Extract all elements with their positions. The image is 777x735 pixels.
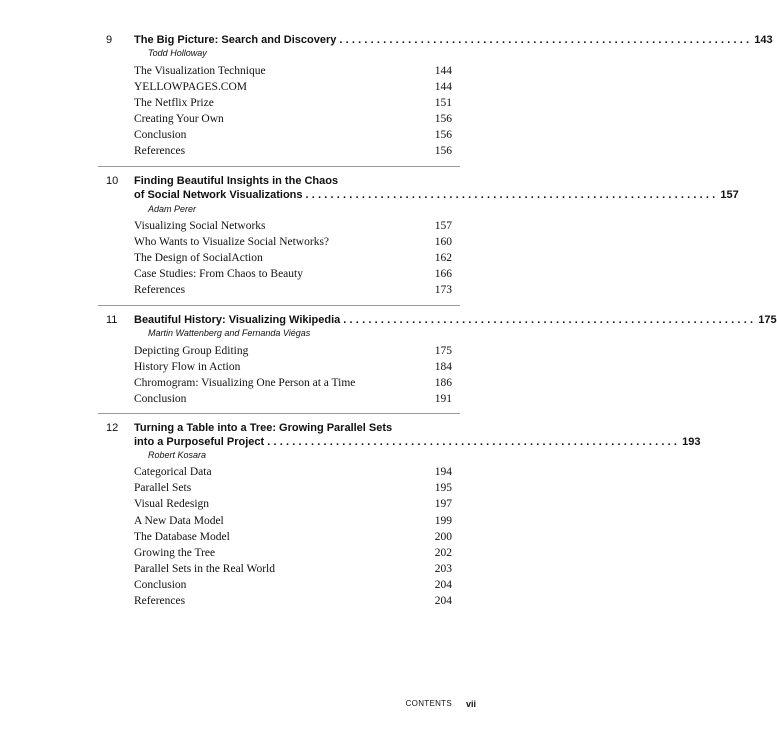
section-page: 151 [434, 97, 452, 109]
section-page: 200 [434, 531, 452, 543]
section-entry[interactable] [134, 218, 452, 234]
section-page: 195 [434, 482, 452, 494]
section-title: The Visualization Technique [134, 65, 266, 77]
section-page: 203 [434, 563, 452, 575]
section-title: References [134, 595, 186, 607]
section-page: 157 [434, 220, 452, 232]
dot-leader: .................................................................. [267, 436, 681, 448]
dot-leader: .................................................................. [305, 189, 719, 201]
chapter-title-text: Beautiful History: Visualizing Wikipedia [134, 314, 341, 326]
section-entry[interactable] [134, 127, 452, 143]
chapter-title[interactable] [134, 33, 773, 47]
chapter-title[interactable] [134, 313, 777, 327]
section-title: A New Data Model [134, 515, 224, 527]
section-title: References [134, 145, 186, 157]
dot-leader: .................................................................. [343, 314, 757, 326]
section-entry[interactable] [134, 79, 452, 95]
section-entry[interactable] [134, 577, 452, 593]
chapter-author: Martin Wattenberg and Fernanda Viégas [148, 328, 311, 338]
section-page: 191 [434, 393, 452, 405]
chapter-title-line-1[interactable] [134, 174, 452, 188]
section-page: 175 [434, 345, 452, 357]
chapter-author: Adam Perer [148, 204, 197, 214]
section-entry[interactable] [134, 593, 452, 609]
section-entry[interactable] [134, 63, 452, 79]
chapter-number: 9 [106, 34, 113, 46]
section-entry[interactable] [134, 513, 452, 529]
section-page: 166 [434, 268, 452, 280]
section-entry[interactable] [134, 282, 452, 298]
section-entry[interactable] [134, 391, 452, 407]
section-entry[interactable] [134, 143, 452, 159]
section-entry[interactable] [134, 545, 452, 561]
section-title: Depicting Group Editing [134, 345, 249, 357]
section-page: 144 [434, 81, 452, 93]
section-entry[interactable] [134, 496, 452, 512]
chapter-title[interactable] [134, 435, 701, 449]
section-title: Case Studies: From Chaos to Beauty [134, 268, 303, 280]
chapter-author: Todd Holloway [148, 48, 207, 58]
page-number: vii [465, 699, 476, 709]
section-page: 197 [434, 498, 452, 510]
section-page: 194 [434, 466, 452, 478]
section-title: The Database Model [134, 531, 230, 543]
chapter-title-text: into a Purposeful Project [134, 436, 265, 448]
chapter-number: 10 [106, 175, 119, 187]
chapter-title-text: of Social Network Visualizations [134, 189, 303, 201]
section-title: References [134, 284, 186, 296]
section-page: 184 [434, 361, 452, 373]
section-title: Categorical Data [134, 466, 212, 478]
section-entry[interactable] [134, 95, 452, 111]
section-entry[interactable] [134, 234, 452, 250]
section-title: Growing the Tree [134, 547, 216, 559]
section-title: The Design of SocialAction [134, 252, 263, 264]
running-footer-label: CONTENTS [405, 699, 452, 708]
chapter-title-line-1[interactable] [134, 421, 452, 435]
section-title: Chromogram: Visualizing One Person at a Time [134, 377, 356, 389]
section-title: History Flow in Action [134, 361, 241, 373]
section-page: 204 [434, 579, 452, 591]
section-page: 144 [434, 65, 452, 77]
section-title: Visualizing Social Networks [134, 220, 266, 232]
section-title: The Netflix Prize [134, 97, 214, 109]
dot-leader: .................................................................. [339, 34, 753, 46]
chapter-title-text: Finding Beautiful Insights in the Chaos [134, 175, 339, 187]
section-entry[interactable] [134, 266, 452, 282]
section-title: Conclusion [134, 129, 187, 141]
chapter-title[interactable] [134, 188, 739, 202]
chapter-page: 143 [754, 34, 773, 46]
section-page: 160 [434, 236, 452, 248]
page-footer [340, 697, 476, 711]
section-page: 156 [434, 129, 452, 141]
section-entry[interactable] [134, 529, 452, 545]
section-title: Visual Redesign [134, 498, 210, 510]
chapter-divider [98, 413, 460, 414]
chapter-title-text: The Big Picture: Search and Discovery [134, 34, 337, 46]
section-entry[interactable] [134, 480, 452, 496]
section-entry[interactable] [134, 359, 452, 375]
section-entry[interactable] [134, 111, 452, 127]
chapter-number: 12 [106, 422, 119, 434]
section-page: 156 [434, 113, 452, 125]
chapter-divider [98, 166, 460, 167]
section-entry[interactable] [134, 561, 452, 577]
chapter-divider [98, 305, 460, 306]
section-page: 202 [434, 547, 452, 559]
chapter-title-text: Turning a Table into a Tree: Growing Parallel Sets [134, 422, 393, 434]
section-title: Conclusion [134, 393, 187, 405]
chapter-author: Robert Kosara [148, 450, 207, 460]
section-title: Parallel Sets in the Real World [134, 563, 275, 575]
section-page: 156 [434, 145, 452, 157]
section-page: 162 [434, 252, 452, 264]
chapter-number: 11 [106, 314, 118, 326]
chapter-page: 157 [720, 189, 739, 201]
section-title: Who Wants to Visualize Social Networks? [134, 236, 330, 248]
chapter-page: 193 [682, 436, 701, 448]
section-page: 186 [434, 377, 452, 389]
section-entry[interactable] [134, 250, 452, 266]
section-entry[interactable] [134, 343, 452, 359]
section-title: Creating Your Own [134, 113, 224, 125]
section-title: Conclusion [134, 579, 187, 591]
section-entry[interactable] [134, 375, 452, 391]
section-entry[interactable] [134, 464, 452, 480]
section-page: 199 [434, 515, 452, 527]
section-page: 173 [434, 284, 452, 296]
section-title: Parallel Sets [134, 482, 192, 494]
section-title: YELLOWPAGES.COM [134, 81, 247, 93]
section-page: 204 [434, 595, 452, 607]
chapter-page: 175 [758, 314, 777, 326]
